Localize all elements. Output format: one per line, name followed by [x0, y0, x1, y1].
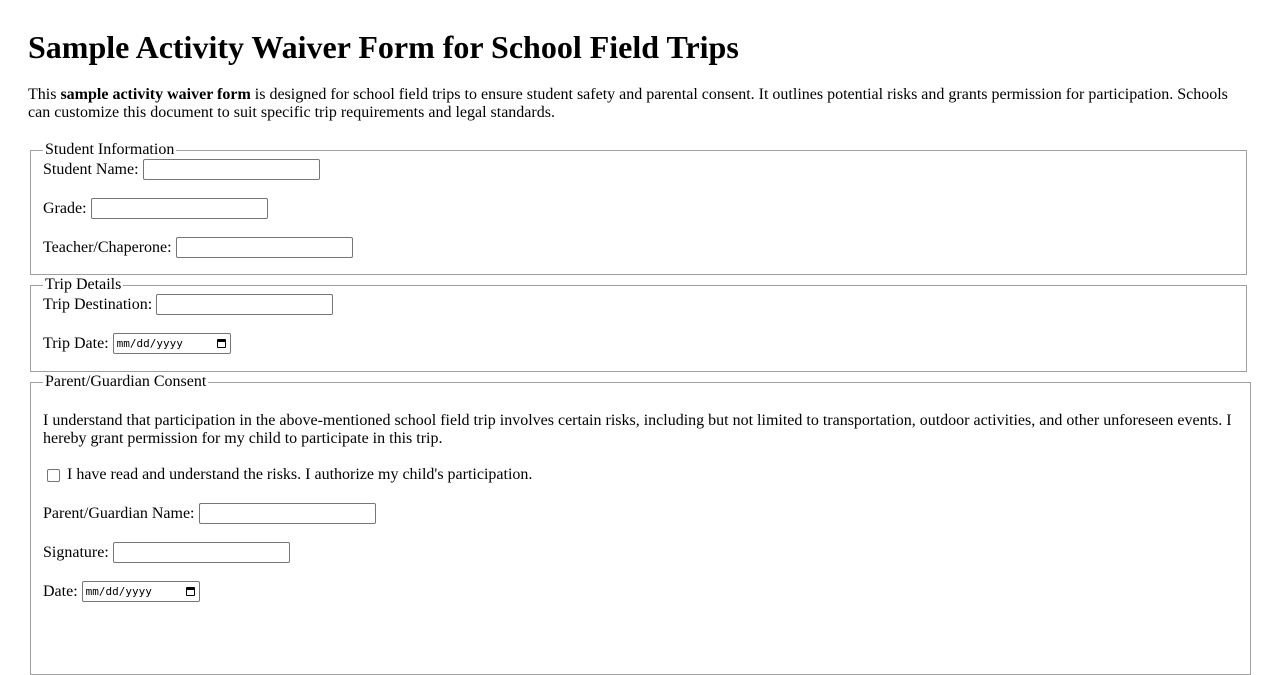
trip-destination-input[interactable] — [156, 294, 333, 315]
trip-destination-row — [43, 294, 1234, 315]
consent-legend: Parent/Guardian Consent — [45, 373, 207, 390]
page-title: Sample Activity Waiver Form for School Field Trips — [28, 29, 739, 65]
consent-date-placeholder: mm/dd/yyyy — [85, 584, 152, 598]
grade-input[interactable] — [91, 198, 268, 219]
student-name-input[interactable] — [143, 159, 320, 180]
consent-date-row — [43, 581, 1238, 602]
teacher-chaperone-label: Teacher/Chaperone: — [43, 238, 172, 256]
student-information-legend: Student Information — [45, 141, 175, 158]
calendar-icon[interactable] — [186, 587, 195, 596]
consent-checkbox-label[interactable]: I have read and understand the risks. I authorize my child's participation. — [67, 466, 533, 483]
trip-date-input[interactable] — [113, 333, 231, 354]
student-name-row — [43, 159, 1234, 180]
calendar-icon[interactable] — [217, 339, 226, 348]
teacher-chaperone-row — [43, 237, 1234, 258]
consent-checkbox[interactable] — [47, 469, 60, 482]
parent-guardian-consent-fieldset — [30, 373, 1251, 675]
intro-bold: sample activity waiver form — [60, 86, 251, 103]
consent-date-label: Date: — [43, 582, 78, 600]
signature-row — [43, 542, 1238, 563]
consent-checkbox-row — [43, 465, 1238, 485]
guardian-name-row — [43, 503, 1238, 524]
teacher-chaperone-input[interactable] — [176, 237, 353, 258]
intro-suffix: is designed for school field trips to ensure student safety and parental consent. It outlines potential risks and grants permission for participation. Schools can customize this document to suit specific trip requirements and legal standards. — [28, 86, 1228, 121]
trip-date-placeholder: mm/dd/yyyy — [116, 336, 183, 350]
student-name-label: Student Name: — [43, 160, 139, 178]
intro-paragraph — [28, 86, 1238, 122]
consent-date-input[interactable] — [82, 581, 200, 602]
grade-row — [43, 198, 1234, 219]
grade-label: Grade: — [43, 199, 87, 217]
intro-prefix: This — [28, 86, 61, 103]
trip-details-legend: Trip Details — [45, 276, 122, 293]
guardian-name-input[interactable] — [199, 503, 376, 524]
trip-date-row — [43, 333, 1234, 354]
trip-details-fieldset — [30, 276, 1247, 372]
signature-input[interactable] — [113, 542, 290, 563]
trip-date-label: Trip Date: — [43, 334, 109, 352]
student-information-fieldset — [30, 141, 1247, 275]
signature-label: Signature: — [43, 543, 109, 561]
trip-destination-label: Trip Destination: — [43, 295, 153, 313]
guardian-name-label: Parent/Guardian Name: — [43, 504, 195, 522]
consent-text: I understand that participation in the above-mentioned school field trip involves certain risks, including but not limited to transportation, outdoor activities, and other unforeseen events. I hereby grant permission for my child to participate in this trip. — [43, 412, 1232, 447]
